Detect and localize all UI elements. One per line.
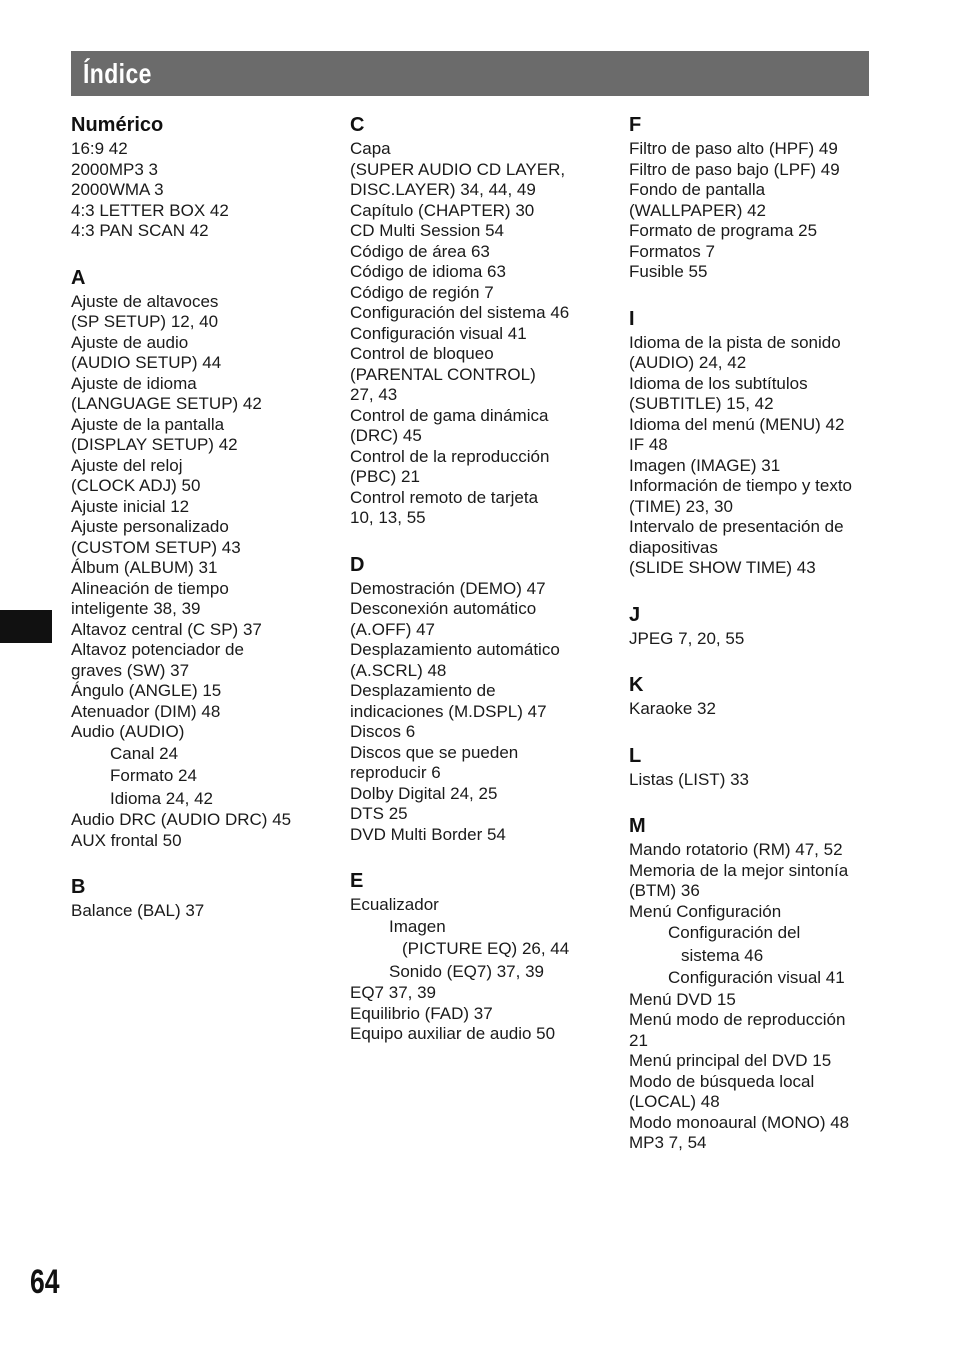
- index-entry: Audio DRC (AUDIO DRC) 45: [71, 810, 292, 829]
- index-entry: 2000MP3 3: [71, 159, 158, 179]
- index-section: [71, 264, 321, 852]
- index-entry: MP3 7, 54: [629, 1133, 707, 1152]
- index-entry: Ecualizador: [350, 895, 439, 914]
- index-entry: Formato 24: [110, 766, 197, 785]
- index-entry: (SLIDE SHOW TIME) 43: [629, 558, 816, 577]
- index-entry: (SUBTITLE) 15, 42: [629, 394, 774, 413]
- page-number: 64: [30, 1263, 60, 1301]
- section-letter-heading: I: [629, 307, 635, 330]
- index-entry: (SP SETUP) 12, 40: [71, 312, 219, 331]
- index-entry: Desconexión automático: [350, 599, 537, 618]
- index-entry: Menú DVD 15: [629, 989, 736, 1009]
- index-column-3: [629, 111, 879, 1176]
- index-section: [629, 742, 879, 791]
- section-tab-marker: [0, 610, 52, 643]
- index-entry: Balance (BAL) 37: [71, 901, 205, 920]
- index-entry: Capa: [350, 139, 391, 158]
- index-entry: Karaoke 32: [629, 699, 716, 718]
- index-entry: Equilibrio (FAD) 37: [350, 1003, 493, 1023]
- index-entry: Idioma 24, 42: [110, 788, 214, 808]
- index-entry: (PBC) 21: [350, 467, 420, 486]
- index-entry: Fondo de pantalla: [629, 180, 766, 199]
- index-entry: Discos que se pueden: [350, 742, 519, 762]
- index-entry: JPEG 7, 20, 55: [629, 628, 745, 648]
- index-entry: Menú Configuración: [629, 901, 782, 921]
- index-entry: Código de área 63: [350, 241, 490, 261]
- index-entry: sistema 46: [681, 945, 764, 965]
- index-entry: indicaciones (M.DSPL) 47: [350, 701, 547, 721]
- index-entry: (PARENTAL CONTROL): [350, 364, 536, 384]
- index-entry: Altavoz potenciador de: [71, 640, 244, 659]
- index-entry: Configuración del: [668, 923, 801, 942]
- section-letter-heading: D: [350, 553, 365, 576]
- index-entry: Formato de programa 25: [629, 221, 818, 240]
- index-entry: (PICTURE EQ) 26, 44: [402, 939, 570, 958]
- index-entry: Atenuador (DIM) 48: [71, 701, 221, 721]
- index-entry: graves (SW) 37: [71, 660, 190, 680]
- index-entry: 2000WMA 3: [71, 180, 164, 199]
- section-letter-heading: L: [629, 744, 642, 767]
- index-entry: Memoria de la mejor sintonía: [629, 860, 849, 880]
- index-entry: Filtro de paso bajo (LPF) 49: [629, 159, 840, 179]
- index-entry: Intervalo de presentación de: [629, 517, 844, 536]
- index-entry: Fusible 55: [629, 262, 708, 281]
- index-entry: Imagen (IMAGE) 31: [629, 455, 781, 475]
- index-entry: Ángulo (ANGLE) 15: [71, 681, 222, 700]
- index-entry: 10, 13, 55: [350, 508, 426, 527]
- index-entry: Menú principal del DVD 15: [629, 1051, 832, 1070]
- index-entry: Capítulo (CHAPTER) 30: [350, 200, 535, 220]
- index-entry: Canal 24: [110, 743, 179, 763]
- section-letter-heading: Numérico: [71, 114, 164, 136]
- index-title-bar: [71, 51, 869, 96]
- index-entry: Ajuste de audio: [71, 332, 189, 352]
- section-letter-heading: F: [629, 114, 642, 136]
- index-entry: Audio (AUDIO): [71, 722, 185, 741]
- index-entry: Configuración visual 41: [350, 323, 527, 343]
- index-entry: (WALLPAPER) 42: [629, 200, 766, 220]
- index-entry: Sonido (EQ7) 37, 39: [389, 961, 544, 981]
- index-entry: Discos 6: [350, 722, 416, 741]
- index-entry: (A.SCRL) 48: [350, 660, 447, 680]
- index-entry: Modo de búsqueda local: [629, 1071, 815, 1091]
- index-section: [350, 111, 600, 529]
- section-letter-heading: K: [629, 674, 644, 696]
- index-entry: Ajuste de la pantalla: [71, 414, 225, 434]
- index-entry: Equipo auxiliar de audio 50: [350, 1024, 556, 1043]
- index-entry: reproducir 6: [350, 763, 441, 782]
- index-entry: diapositivas: [629, 537, 718, 557]
- index-entry: Ajuste de idioma: [71, 373, 197, 393]
- index-entry: (DISPLAY SETUP) 42: [71, 435, 238, 454]
- section-letter-heading: E: [350, 870, 364, 892]
- index-entry: 16:9 42: [71, 139, 128, 158]
- index-entry: Control remoto de tarjeta: [350, 487, 539, 507]
- index-column-1: [71, 111, 321, 944]
- index-entry: Formatos 7: [629, 241, 715, 261]
- index-entry: Desplazamiento automático: [350, 640, 560, 659]
- index-section: [350, 867, 600, 1045]
- index-section: [350, 551, 600, 846]
- index-section: [71, 111, 321, 242]
- index-entry: Control de la reproducción: [350, 446, 550, 466]
- section-letter-heading: B: [71, 876, 86, 898]
- index-entry: inteligente 38, 39: [71, 599, 201, 618]
- index-entry: 4:3 LETTER BOX 42: [71, 200, 229, 220]
- index-entry: (BTM) 36: [629, 881, 700, 900]
- index-entry: CD Multi Session 54: [350, 221, 505, 240]
- index-entry: Idioma de la pista de sonido: [629, 332, 841, 352]
- section-letter-heading: C: [350, 114, 365, 136]
- index-entry: DTS 25: [350, 804, 408, 823]
- index-section: [71, 873, 321, 922]
- index-entry: (CLOCK ADJ) 50: [71, 476, 201, 495]
- index-entry: Dolby Digital 24, 25: [350, 783, 498, 803]
- index-entry: Control de bloqueo: [350, 344, 494, 363]
- index-entry: Configuración visual 41: [668, 968, 845, 987]
- index-entry: AUX frontal 50: [71, 830, 182, 850]
- index-entry: (LANGUAGE SETUP) 42: [71, 394, 262, 413]
- index-entry: (AUDIO SETUP) 44: [71, 353, 222, 372]
- index-entry: 21: [629, 1030, 648, 1050]
- index-entry: Alineación de tiempo: [71, 578, 229, 598]
- index-entry: (SUPER AUDIO CD LAYER,: [350, 159, 566, 179]
- index-column-2: [350, 111, 600, 1067]
- index-entry: Código de región 7: [350, 282, 494, 302]
- index-entry: IF 48: [629, 435, 668, 454]
- index-entry: Ajuste del reloj: [71, 455, 183, 475]
- index-entry: Altavoz central (C SP) 37: [71, 619, 262, 639]
- index-entry: 27, 43: [350, 385, 398, 404]
- index-entry: Filtro de paso alto (HPF) 49: [629, 139, 838, 158]
- index-section: [629, 671, 879, 720]
- index-entry: DISC.LAYER) 34, 44, 49: [350, 180, 536, 199]
- index-entry: Ajuste personalizado: [71, 517, 229, 536]
- index-entry: Listas (LIST) 33: [629, 769, 749, 789]
- index-section: [629, 111, 879, 283]
- index-entry: EQ7 37, 39: [350, 983, 437, 1002]
- index-entry: (TIME) 23, 30: [629, 496, 733, 516]
- index-entry: Imagen: [389, 916, 446, 936]
- index-entry: Control de gama dinámica: [350, 405, 549, 425]
- index-entry: Desplazamiento de: [350, 681, 496, 700]
- index-entry: Código de idioma 63: [350, 262, 506, 281]
- section-letter-heading: A: [71, 266, 86, 289]
- index-entry: (AUDIO) 24, 42: [629, 353, 747, 372]
- index-entry: (DRC) 45: [350, 426, 422, 445]
- index-entry: (A.OFF) 47: [350, 619, 436, 639]
- index-entry: Información de tiempo y texto: [629, 476, 853, 495]
- index-entry: Ajuste de altavoces: [71, 291, 219, 311]
- index-section: [629, 305, 879, 579]
- page-title: Índice: [83, 58, 152, 89]
- section-letter-heading: M: [629, 815, 646, 837]
- index-entry: Configuración del sistema 46: [350, 303, 570, 322]
- index-entry: 4:3 PAN SCAN 42: [71, 221, 209, 240]
- index-entry: DVD Multi Border 54: [350, 824, 506, 844]
- index-entry: Mando rotatorio (RM) 47, 52: [629, 840, 843, 859]
- index-entry: Modo monoaural (MONO) 48: [629, 1112, 850, 1132]
- index-section: [629, 601, 879, 650]
- index-entry: (LOCAL) 48: [629, 1092, 720, 1111]
- index-entry: Idioma del menú (MENU) 42: [629, 414, 845, 434]
- index-entry: Idioma de los subtítulos: [629, 373, 808, 393]
- index-entry: Menú modo de reproducción: [629, 1010, 846, 1029]
- index-entry: Ajuste inicial 12: [71, 496, 190, 516]
- section-letter-heading: J: [629, 603, 641, 626]
- index-entry: Álbum (ALBUM) 31: [71, 558, 218, 577]
- index-section: [629, 812, 879, 1154]
- index-entry: (CUSTOM SETUP) 43: [71, 537, 241, 557]
- index-entry: Demostración (DEMO) 47: [350, 578, 546, 598]
